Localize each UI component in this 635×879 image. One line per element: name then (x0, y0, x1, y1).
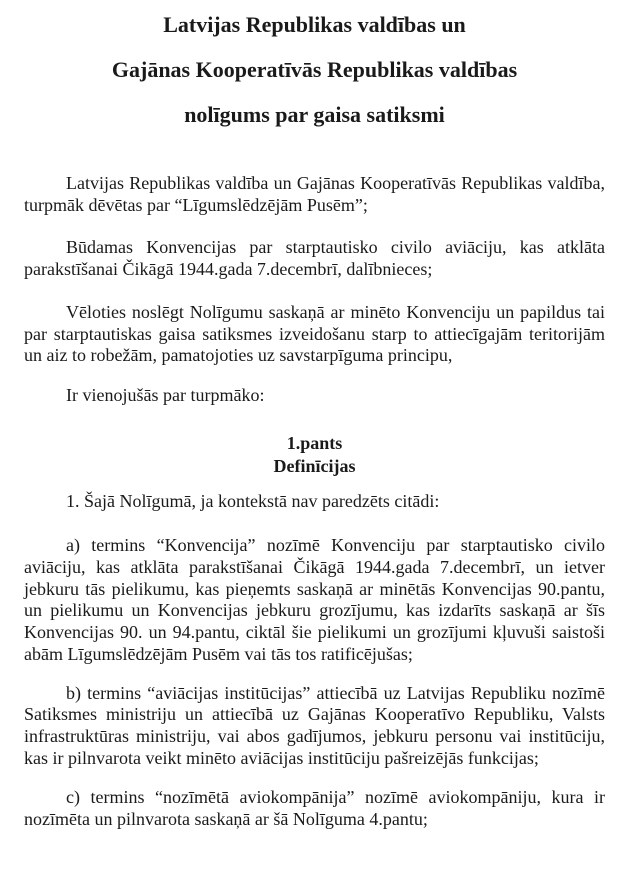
title-line-1: Latvijas Republikas valdības un (163, 12, 466, 37)
definition-paragraph-a: a) termins “Konvencija” nozīmē Konvenciju par starptautisko civilo aviāciju, kas atklāta parakstīšanai Čikāgā 1944.gada 7.decembrī, un ietver jebkuru tās pielikumu, kas pieņemts saskaņā ar minētās Konvencijas 90.pantu, un pielikumu un Konvencijas jebkuru grozījumu, kas izdarīts saskaņā ar šīs Konvencijas 90. un 94.pantu, ciktāl šie pielikumi un grozījumi kļuvuši saistoši abām Līgumslēdzējām Pusēm vai tās tos ratificējušas; (24, 535, 605, 664)
preamble-paragraph-convention: Būdamas Konvencijas par starptautisko civilo aviāciju, kas atklāta parakstīšanai Čikāgā 1944.gada 7.decembrī, dalībnieces; (24, 237, 605, 280)
document-title (24, 2, 605, 137)
article-number: 1.pants (286, 432, 343, 453)
article-title: Definīcijas (273, 455, 356, 476)
document-body (24, 173, 605, 831)
definition-paragraph-c: c) termins “nozīmētā aviokompānija” nozīmē aviokompāniju, kura ir nozīmēta un pilnvarota saskaņā ar šā Nolīguma 4.pantu; (24, 787, 605, 830)
preamble-paragraph-desire: Vēloties noslēgt Nolīgumu saskaņā ar minēto Konvenciju un papildus tai par starptautiskas gaisa satiksmes izveidošanu starp to attiecīgajām teritorijām un aiz to robežām, pamatojoties uz savstarpīguma principu, (24, 301, 605, 366)
article-heading (24, 432, 605, 478)
title-line-2: Gajānas Kooperatīvās Republikas valdības (111, 57, 518, 82)
article-intro-paragraph: 1. Šajā Nolīgumā, ja kontekstā nav paredzēts citādi: (66, 490, 440, 511)
preamble-paragraph-parties: Latvijas Republikas valdība un Gajānas Kooperatīvās Republikas valdība, turpmāk dēvētas par “Līgumslēdzējām Pusēm”; (24, 173, 605, 215)
title-line-3: nolīgums par gaisa satiksmi (184, 102, 445, 127)
definition-paragraph-b: b) termins “aviācijas institūcijas” attiecībā uz Latvijas Republiku nozīmē Satiksmes ministriju un attiecībā uz Gajānas Kooperatīvo Republiku, Valsts infrastruktūras ministriju, vai abos gadījumos, jebkuru personu vai institūciju, kas ir pilnvarota veikt minēto aviācijas institūciju pašreizējās funkcijas; (24, 682, 605, 768)
preamble-paragraph-agreement: Ir vienojušās par turpmāko: (66, 384, 265, 405)
